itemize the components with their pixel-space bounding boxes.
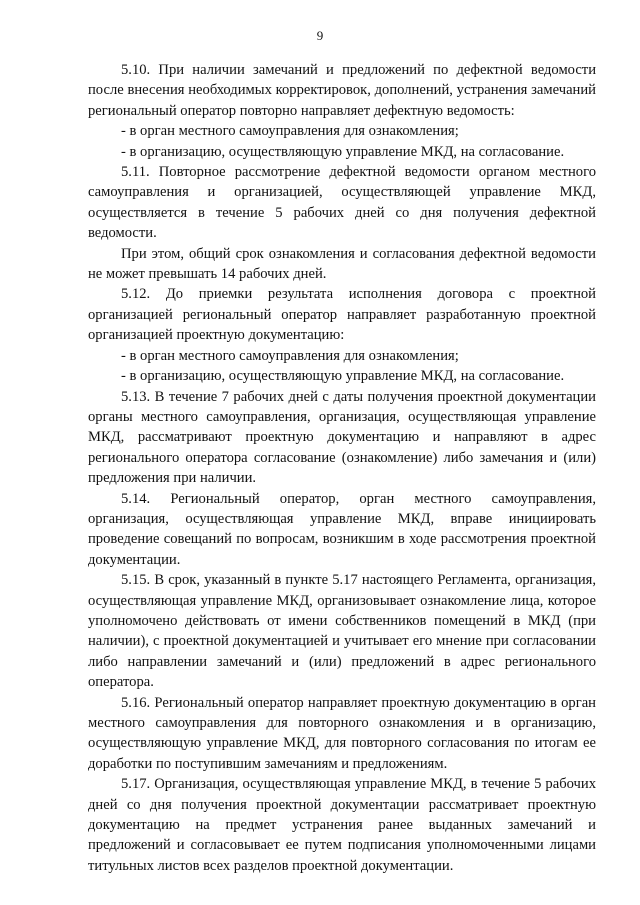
page-number: 9 xyxy=(316,28,324,43)
list-item-local-government: - в орган местного самоуправления для ознакомления; xyxy=(121,123,459,140)
list-item-management-organization: - в организацию, осуществляющую управление МКД, на согласование. xyxy=(121,143,565,160)
document-body xyxy=(88,60,596,876)
list-item-management-organization: - в организацию, осуществляющую управление МКД, на согласование. xyxy=(121,368,565,385)
paragraph-5-14: 5.14. Региональный оператор, орган местного самоуправления, организация, осуществляющая управление МКД, вправе инициировать проведение совещаний по вопросам, возникшим в ходе рассмотрения проектной документации. xyxy=(88,490,596,568)
paragraph-5-15: 5.15. В срок, указанный в пункте 5.17 настоящего Регламента, организация, осуществляющая управление МКД, организовывает ознакомление лица, которое уполномочено действовать от имени собственников помещений в МКД (при наличии), с проектной документацией и учитывает его мнение при согласовании либо направлении замечаний и (или) предложений в адрес регионального оператора. xyxy=(88,572,596,691)
paragraph-5-13: 5.13. В течение 7 рабочих дней с даты получения проектной документации органы местного самоуправления, организация, осуществляющая управление МКД, рассматривают проектную документацию и направляют в адрес регионального оператора согласование (ознакомление) либо замечания и (или) предложения при наличии. xyxy=(88,388,596,487)
paragraph-total-term: При этом, общий срок ознакомления и согласования дефектной ведомости не может превышать 14 рабочих дней. xyxy=(88,245,596,283)
paragraph-5-12: 5.12. До приемки результата исполнения договора с проектной организацией региональный оператор направляет разработанную проектной организацией проектную документацию: xyxy=(88,286,596,344)
list-item-local-government: - в орган местного самоуправления для ознакомления; xyxy=(121,347,459,364)
paragraph-5-16: 5.16. Региональный оператор направляет проектную документацию в орган местного самоуправления для повторного ознакомления и в организацию, осуществляющую управление МКД, для повторного согласования по итогам ее доработки по поступившим замечаниям и предложениям. xyxy=(88,694,596,772)
paragraph-5-10: 5.10. При наличии замечаний и предложений по дефектной ведомости после внесения необходимых корректировок, дополнений, устранения замечаний региональный оператор повторно направляет дефектную ведомость: xyxy=(88,62,596,119)
paragraph-5-17: 5.17. Организация, осуществляющая управление МКД, в течение 5 рабочих дней со дня получения проектной документации рассматривает проектную документацию на предмет устранения ранее выданных замечаний и предложений и согласовывает ее путем подписания уполномоченными лицами титульных листов всех разделов проектной документации. xyxy=(88,776,596,874)
paragraph-5-11: 5.11. Повторное рассмотрение дефектной ведомости органом местного самоуправления и организацией, осуществляющей управление МКД, осуществляется в течение 5 рабочих дней со дня получения дефектной ведомости. xyxy=(88,164,596,242)
